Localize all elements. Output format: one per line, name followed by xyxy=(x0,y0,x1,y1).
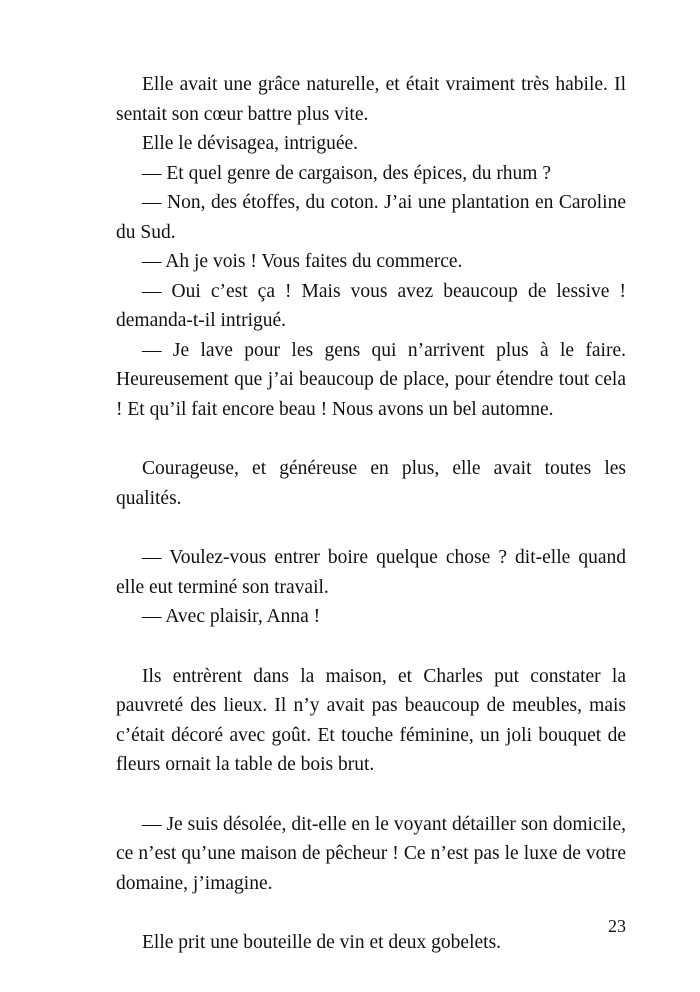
page-number: 23 xyxy=(608,916,626,936)
paragraph-gap xyxy=(116,780,626,810)
dialogue-line-1: — Et quel genre de cargaison, des épices, du rhum ? xyxy=(142,162,552,184)
paragraph-1: Elle avait une grâce naturelle, et était vraiment très habile. Il sentait son cœur battre plus vite. xyxy=(116,74,626,125)
paragraph-gap xyxy=(116,513,626,543)
paragraph-3: Courageuse, et généreuse en plus, elle avait toutes les qualités. xyxy=(116,458,626,509)
dialogue-line-6: — Voulez-vous entrer boire quelque chose ? dit-elle quand elle eut terminé son travail. xyxy=(116,547,626,598)
dialogue-line-2: — Non, des étoffes, du coton. J’ai une plantation en Caroline du Sud. xyxy=(116,192,626,243)
paragraph-gap xyxy=(116,632,626,662)
dialogue-line-8: — Je suis désolée, dit-elle en le voyant détailler son domicile, ce n’est qu’une maison de pêcheur ! Ce n’est pas le luxe de votre domaine, j’imagine. xyxy=(116,813,626,894)
dialogue-line-4: — Oui c’est ça ! Mais vous avez beaucoup de lessive ! demanda-t-il intrigué. xyxy=(116,280,626,331)
paragraph-2: Elle le dévisagea, intriguée. xyxy=(142,133,359,154)
page-body-text xyxy=(116,70,626,958)
dialogue-line-7: — Avec plaisir, Anna ! xyxy=(142,606,321,627)
paragraph-4: Ils entrèrent dans la maison, et Charles put constater la pauvreté des lieux. Il n’y avait pas beaucoup de meubles, mais c’était décoré avec goût. Et touche féminine, un joli bouquet de fleurs ornait la table de bois brut. xyxy=(116,665,626,775)
paragraph-gap xyxy=(116,424,626,454)
dialogue-line-3: — Ah je vois ! Vous faites du commerce. xyxy=(142,251,463,272)
paragraph-gap xyxy=(116,898,626,928)
dialogue-line-5: — Je lave pour les gens qui n’arrivent plus à le faire. Heureusement que j’ai beaucoup de place, pour étendre tout cela ! Et qu’il fait encore beau ! Nous avons un bel automne. xyxy=(116,339,626,420)
paragraph-5: Elle prit une bouteille de vin et deux gobelets. xyxy=(142,932,502,953)
